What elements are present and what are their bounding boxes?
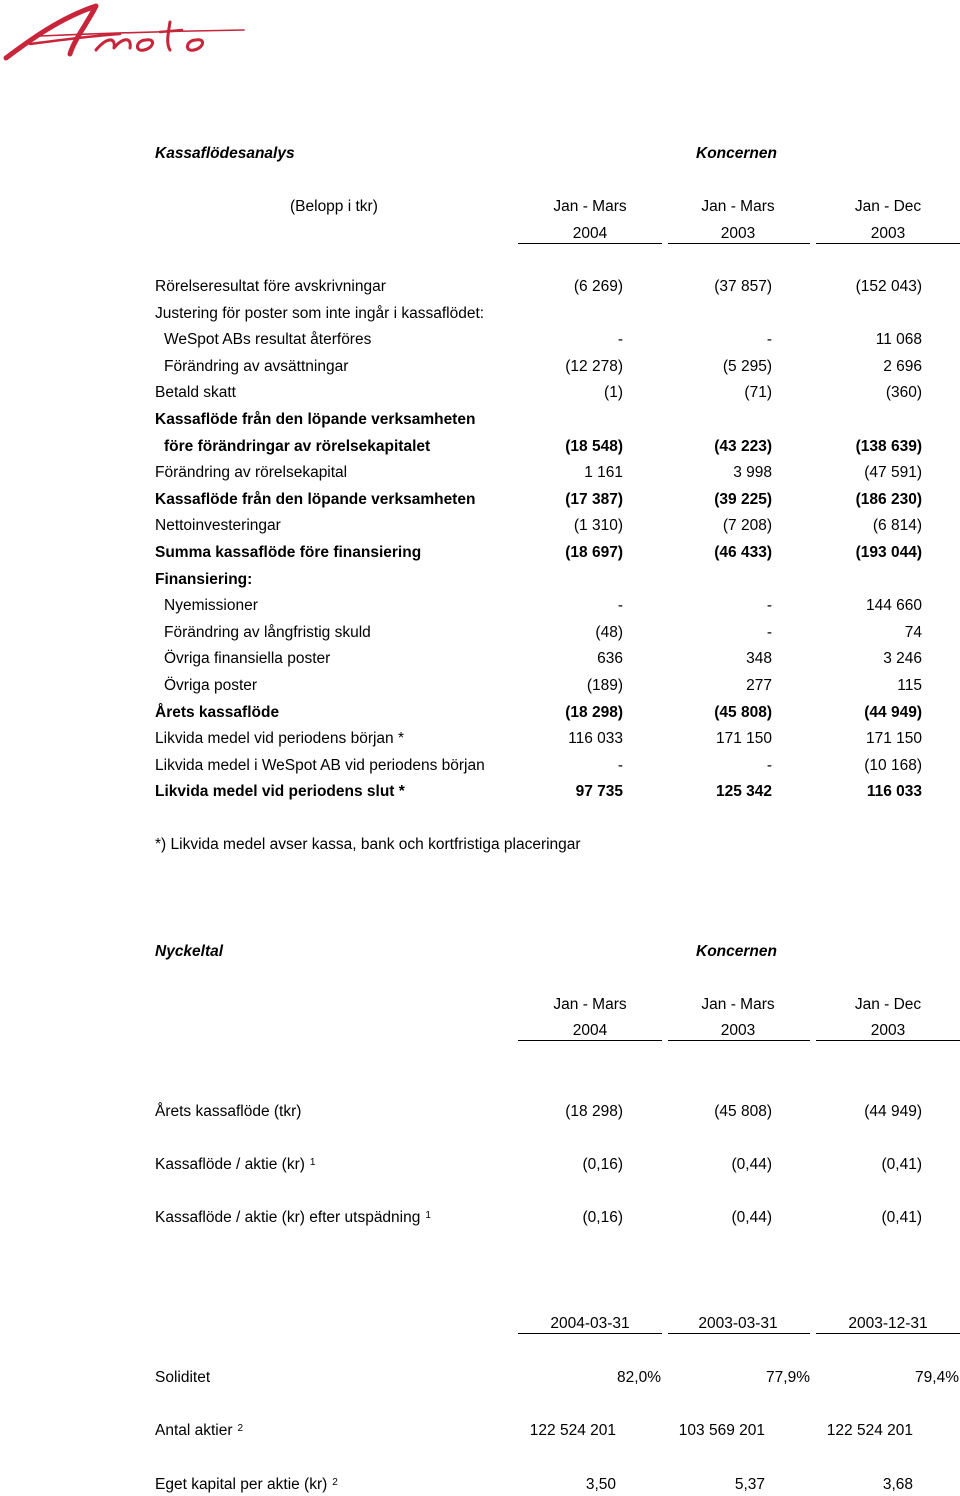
cashflow-row	[0, 438, 960, 456]
cashflow-row	[0, 517, 960, 535]
row-value-col2: (37 857)	[714, 278, 772, 295]
balance-row	[0, 1422, 960, 1440]
row-label-text: Nyemissioner	[164, 597, 258, 615]
balance-row	[0, 1476, 960, 1494]
row-label	[155, 464, 347, 482]
row-label	[164, 358, 348, 376]
cashflow-col1-year: 2004	[572, 225, 608, 242]
row-value-col1: (18 697)	[565, 544, 623, 561]
row-value-col3: 2 696	[883, 357, 922, 375]
row-label-text: Övriga poster	[164, 677, 258, 694]
footnote-marker: 1	[425, 1210, 431, 1221]
cashflow-col2-rule	[668, 243, 810, 244]
row-value-col2: (0,44)	[731, 1156, 772, 1173]
row-value-col3: (44 949)	[864, 1103, 922, 1120]
row-value-col2: 5,37	[734, 1476, 765, 1493]
row-value-col3: (186 230)	[855, 490, 922, 508]
row-value-col1: (6 269)	[573, 278, 623, 295]
cashflow-col2-period: Jan - Mars	[701, 198, 775, 215]
row-value-col1: (18 548)	[565, 437, 623, 455]
row-value-col3: 171 150	[865, 730, 922, 748]
row-label	[155, 571, 252, 589]
keyfigures-title: Nyckeltal	[155, 943, 224, 960]
row-value-col3: (10 168)	[864, 756, 922, 774]
row-label	[155, 783, 405, 801]
keyfigures-col2-rule	[668, 1040, 810, 1041]
row-value-col1: 97 735	[575, 783, 623, 801]
cashflow-col3-period: Jan - Dec	[854, 198, 922, 215]
row-label-text: Kassaflöde / aktie (kr) efter utspädning	[155, 1209, 421, 1226]
row-label	[164, 650, 330, 668]
cashflow-unit-label: (Belopp i tkr)	[290, 198, 378, 215]
keyfigures-col3-year: 2003	[870, 1022, 906, 1039]
row-value-col2: -	[766, 331, 772, 349]
row-label	[155, 491, 475, 509]
row-label	[164, 677, 257, 695]
cashflow-col1-rule	[518, 243, 662, 244]
row-label	[155, 411, 475, 429]
row-value-col1: 1 161	[584, 464, 623, 482]
row-label-text: Soliditet	[155, 1369, 211, 1386]
row-value-col3: 144 660	[865, 597, 922, 615]
cashflow-row	[0, 757, 960, 775]
keyfigures-row	[0, 1103, 960, 1121]
row-label-text: Förändring av långfristig skuld	[164, 623, 371, 641]
row-label-text: WeSpot ABs resultat återföres	[164, 331, 372, 349]
cashflow-row	[0, 358, 960, 376]
cashflow-row	[0, 411, 960, 429]
balance-col2-date: 2003-03-31	[698, 1315, 778, 1332]
row-label	[155, 305, 484, 323]
row-label	[164, 624, 371, 642]
row-label-text: Årets kassaflöde	[155, 703, 280, 721]
keyfigures-col3-period: Jan - Dec	[854, 996, 922, 1013]
row-value-col3: (6 814)	[872, 517, 922, 535]
cashflow-row	[0, 624, 960, 642]
row-label	[155, 1209, 431, 1227]
footnote-marker: 2	[332, 1477, 338, 1488]
row-label-text: Förändring av avsättningar	[164, 357, 349, 375]
row-label-text: Kassaflöde från den löpande verksamheten	[155, 490, 476, 508]
cashflow-row	[0, 571, 960, 589]
cashflow-row	[0, 677, 960, 695]
row-label	[155, 544, 421, 562]
row-label-text: Kassaflöde från den löpande verksamheten	[155, 411, 476, 428]
cashflow-col1-period: Jan - Mars	[553, 198, 627, 215]
cashflow-row	[0, 491, 960, 509]
cashflow-row	[0, 464, 960, 482]
row-label-text: Nettoinvesteringar	[155, 517, 281, 535]
row-value-col2: 171 150	[715, 730, 772, 748]
balance-col2-rule	[668, 1333, 810, 1334]
cashflow-col3-rule	[816, 243, 960, 244]
row-value-col2: 103 569 201	[678, 1422, 765, 1439]
row-value-col1: (18 298)	[565, 1103, 623, 1120]
row-value-col1: (17 387)	[565, 490, 623, 508]
row-value-col2: -	[766, 756, 772, 774]
row-value-col3: (360)	[885, 384, 922, 402]
cashflow-row	[0, 650, 960, 668]
row-value-col3: 122 524 201	[826, 1422, 913, 1439]
row-value-col3: (0,41)	[881, 1156, 922, 1173]
row-label-text: Betald skatt	[155, 384, 236, 402]
row-value-col3: 115	[897, 677, 922, 694]
row-value-col2: 125 342	[715, 783, 772, 801]
balance-col1-rule	[518, 1333, 662, 1334]
row-value-col3: (138 639)	[855, 437, 922, 455]
cashflow-row	[0, 597, 960, 615]
row-label	[155, 278, 386, 296]
row-label-text: Justering för poster som inte ingår i kassaflödet:	[155, 304, 485, 322]
cashflow-row	[0, 544, 960, 562]
row-label-text: Övriga finansiella poster	[164, 650, 331, 668]
row-value-col2: -	[766, 623, 772, 641]
row-label	[155, 1369, 210, 1387]
cashflow-col3-year: 2003	[870, 225, 906, 242]
row-label	[164, 597, 258, 615]
row-value-col1: 3,50	[585, 1476, 616, 1493]
keyfigures-col3-rule	[816, 1040, 960, 1041]
row-value-col1: 82,0%	[617, 1369, 661, 1386]
row-label-text: Finansiering:	[155, 570, 253, 588]
row-value-col1: -	[617, 597, 623, 615]
row-value-col2: (46 433)	[714, 544, 772, 561]
cashflow-row	[0, 730, 960, 748]
row-value-col2: 277	[746, 677, 772, 694]
row-value-col2: -	[766, 597, 772, 615]
anoto-logo	[0, 0, 250, 66]
row-value-col3: (193 044)	[855, 544, 922, 561]
row-label	[164, 331, 371, 349]
row-label-text: Kassaflöde / aktie (kr)	[155, 1156, 305, 1173]
row-value-col1: (12 278)	[565, 357, 623, 375]
row-value-col2: 77,9%	[766, 1369, 810, 1386]
row-label-text: Eget kapital per aktie (kr)	[155, 1476, 328, 1493]
row-label-text: Förändring av rörelsekapital	[155, 464, 348, 482]
row-value-col1: 636	[597, 650, 623, 668]
row-value-col1: (1 310)	[573, 517, 623, 535]
row-value-col3: (152 043)	[855, 278, 922, 295]
row-value-col1: (0,16)	[582, 1209, 623, 1226]
cashflow-row	[0, 331, 960, 349]
row-label-text: Antal aktier	[155, 1422, 233, 1439]
row-label	[155, 757, 485, 775]
footnote-marker: 1	[309, 1157, 316, 1168]
row-value-col1: -	[617, 756, 623, 774]
row-value-col3: 74	[904, 623, 922, 641]
row-label-text: Årets kassaflöde (tkr)	[155, 1103, 302, 1120]
cashflow-group-label: Koncernen	[696, 145, 777, 162]
row-value-col3: (47 591)	[864, 464, 922, 482]
balance-col1-date: 2004-03-31	[550, 1315, 630, 1332]
row-value-col3: 116 033	[866, 783, 922, 801]
row-label	[164, 438, 430, 456]
row-value-col2: (7 208)	[722, 517, 772, 535]
row-label-text: Likvida medel vid periodens slut *	[155, 783, 405, 801]
row-label	[155, 517, 281, 535]
keyfigures-group-label: Koncernen	[696, 943, 777, 960]
cashflow-footnote: *) Likvida medel avser kassa, bank och kortfristiga placeringar	[155, 836, 581, 853]
row-label	[155, 1103, 301, 1121]
row-value-col1: (18 298)	[565, 703, 623, 721]
row-value-col2: (43 223)	[714, 437, 772, 455]
row-label	[155, 1156, 315, 1174]
row-value-col3: 3,68	[882, 1476, 913, 1493]
keyfigures-col1-year: 2004	[572, 1022, 608, 1039]
row-value-col3: 79,4%	[915, 1369, 959, 1386]
balance-col3-date: 2003-12-31	[848, 1315, 928, 1332]
row-value-col2: (71)	[744, 384, 772, 402]
balance-row	[0, 1369, 960, 1387]
row-value-col1: 122 524 201	[529, 1422, 616, 1439]
keyfigures-col2-year: 2003	[720, 1022, 756, 1039]
row-value-col1: (1)	[604, 384, 623, 402]
row-label-text: Summa kassaflöde före finansiering	[155, 544, 422, 561]
keyfigures-col2-period: Jan - Mars	[701, 996, 775, 1013]
row-value-col1: (189)	[586, 677, 623, 694]
row-label-text: Likvida medel i WeSpot AB vid periodens början	[155, 756, 485, 774]
row-value-col2: 3 998	[733, 464, 772, 482]
row-value-col2: (0,44)	[731, 1209, 772, 1226]
cashflow-col2-year: 2003	[720, 225, 756, 242]
row-label-text: Likvida medel vid periodens början *	[155, 730, 405, 748]
cashflow-row	[0, 783, 960, 801]
row-label	[155, 384, 236, 402]
footnote-marker: 2	[237, 1423, 244, 1434]
keyfigures-col1-rule	[518, 1040, 662, 1041]
row-value-col2: (45 808)	[714, 703, 772, 721]
row-value-col3: (0,41)	[881, 1209, 922, 1226]
row-value-col1: (48)	[595, 623, 623, 641]
anoto-logo-mark	[0, 0, 250, 66]
cashflow-row	[0, 384, 960, 402]
row-value-col2: (39 225)	[714, 490, 772, 508]
balance-col3-rule	[816, 1333, 960, 1334]
row-label	[155, 704, 279, 722]
row-value-col1: (0,16)	[582, 1156, 623, 1173]
row-value-col2: 348	[746, 650, 772, 668]
cashflow-row	[0, 305, 960, 323]
keyfigures-col1-period: Jan - Mars	[553, 996, 627, 1013]
row-label-text: Rörelseresultat före avskrivningar	[155, 278, 386, 295]
keyfigures-row	[0, 1209, 960, 1227]
row-value-col2: (5 295)	[722, 357, 772, 375]
row-label	[155, 730, 404, 748]
cashflow-row	[0, 704, 960, 722]
row-value-col1: 116 033	[568, 730, 623, 748]
row-value-col2: (45 808)	[714, 1103, 772, 1120]
row-label	[155, 1476, 338, 1494]
row-label	[155, 1422, 243, 1440]
keyfigures-row	[0, 1156, 960, 1174]
row-value-col3: (44 949)	[864, 703, 922, 721]
row-value-col1: -	[617, 331, 623, 349]
cashflow-row	[0, 278, 960, 296]
row-value-col3: 11 068	[875, 331, 922, 349]
row-value-col3: 3 246	[883, 650, 922, 668]
cashflow-title: Kassaflödesanalys	[155, 145, 295, 162]
row-label-text: före förändringar av rörelsekapitalet	[164, 437, 431, 455]
